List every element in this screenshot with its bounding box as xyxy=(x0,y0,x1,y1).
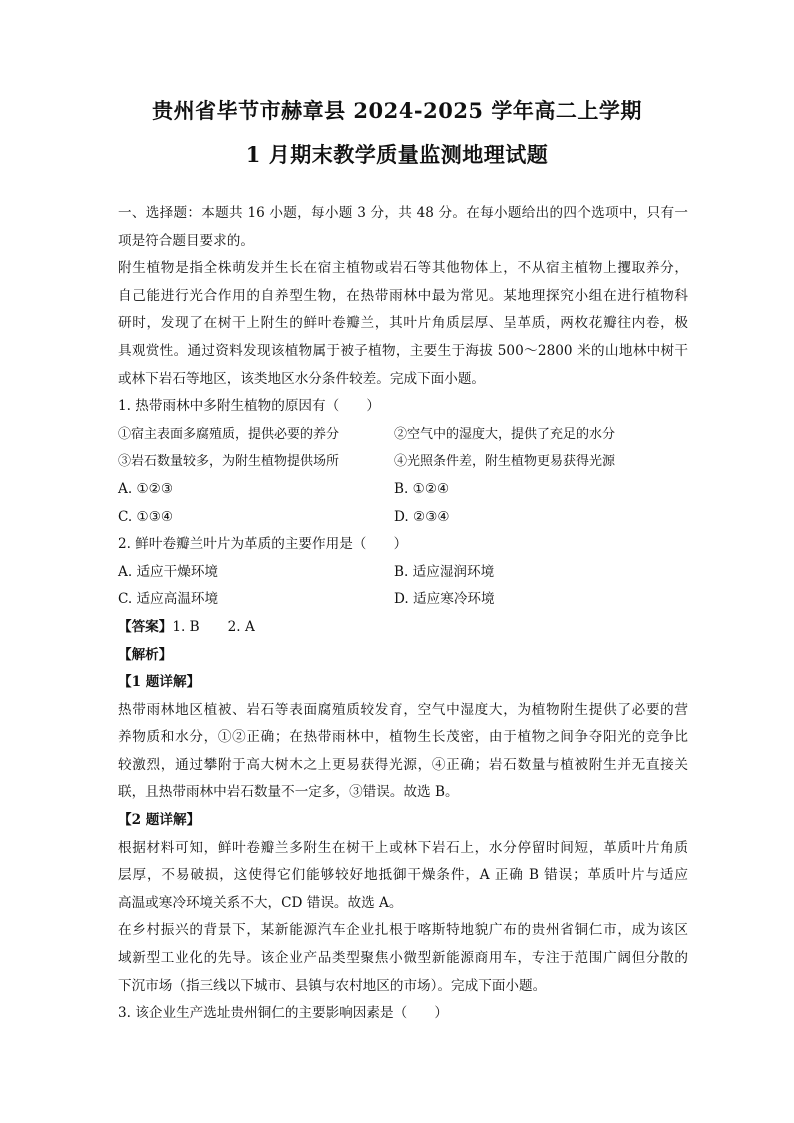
statement-row xyxy=(118,421,688,449)
detail-line: 高温或寒冷环境关系不大，CD 错误。故选 A。 xyxy=(118,894,403,911)
detail-2-body xyxy=(118,835,688,918)
option-c: C. ①③④ xyxy=(118,508,174,525)
detail-line: 较激烈，通过攀附于高大树木之上更易获得光源，④正确；岩石数量与植被附生并无直接关 xyxy=(118,756,688,773)
detail-line: 层厚，不易破损，这使得它们能够较好地抵御干燥条件，A 正确 B 错误；革质叶片与适应 xyxy=(118,867,688,884)
option-a: A. ①②③ xyxy=(118,480,174,497)
statement-row xyxy=(118,448,688,476)
statement-3: ③岩石数量较多，为附生植物提供场所 xyxy=(118,454,340,470)
question-2 xyxy=(118,531,688,614)
passage-line: 域新型工业化的先导。该企业产品类型聚焦小微型新能源商用车，专注于范围广阔但分散的 xyxy=(118,950,688,967)
detail-line: 热带雨林地区植被、岩石等表面腐殖质较发育，空气中湿度大，为植物附生提供了必要的营 xyxy=(118,701,688,718)
answer-line xyxy=(118,614,688,642)
answer-1: 1. B xyxy=(172,618,200,635)
options-row xyxy=(118,586,688,614)
options-row xyxy=(118,504,688,532)
detail-line: 养物质和水分，①②正确；在热带雨林中，植物生长茂密，由于植物之间争夺阳光的竞争比 xyxy=(118,729,688,746)
options-row xyxy=(118,559,688,587)
passage-line: 在乡村振兴的背景下，某新能源汽车企业扎根于喀斯特地貌广布的贵州省铜仁市，成为该区 xyxy=(118,922,688,939)
detail-1-body xyxy=(118,697,688,807)
section-instruction-line-1: 一、选择题：本题共 16 小题，每小题 3 分，共 48 分。在每小题给出的四个选项中，只有一 xyxy=(118,205,688,221)
passage-line: 下沉市场（指三线以下城市、县镇与农村地区的市场）。完成下面小题。 xyxy=(118,977,547,994)
option-a: A. 适应干燥环境 xyxy=(118,563,219,580)
detail-2-label: 【2 题详解】 xyxy=(118,812,201,829)
passage-line: 或林下岩石等地区，该类地区水分条件较差。完成下面小题。 xyxy=(118,370,486,387)
option-c: C. 适应高温环境 xyxy=(118,591,219,608)
page-title-line-1: 贵州省毕节市赫章县 2024-2025 学年高二上学期 xyxy=(152,98,642,123)
detail-line: 根据材料可知，鲜叶卷瓣兰多附生在树干上或林下岩石上，水分停留时间短，革质叶片角质 xyxy=(118,839,688,856)
passage-1 xyxy=(118,255,688,393)
statement-2: ②空气中的湿度大，提供了充足的水分 xyxy=(394,426,616,442)
passage-line: 具观赏性。通过资料发现该植物属于被子植物，主要生于海拔 500～2800 米的山地林中树干 xyxy=(118,342,688,359)
analysis-label: 【解析】 xyxy=(118,646,173,663)
option-d: D. 适应寒冷环境 xyxy=(394,591,495,608)
page-title-line-2: 1 月期末教学质量监测地理试题 xyxy=(245,142,549,167)
detail-1-label: 【1 题详解】 xyxy=(118,674,201,691)
option-b: B. ①②④ xyxy=(394,480,450,497)
statement-1: ①宿主表面多腐殖质，提供必要的养分 xyxy=(118,426,340,442)
option-b: B. 适应湿润环境 xyxy=(394,563,495,580)
answer-2: 2. A xyxy=(227,618,255,635)
question-stem: 1. 热带雨林中多附生植物的原因有（ ） xyxy=(118,398,380,415)
passage-2 xyxy=(118,917,688,1000)
answer-label: 【答案】 xyxy=(118,618,173,635)
question-1 xyxy=(118,393,688,531)
statement-4: ④光照条件差，附生植物更易获得光源 xyxy=(394,454,616,470)
option-d: D. ②③④ xyxy=(394,508,450,525)
section-instruction-line-2: 项是符合题目要求的。 xyxy=(118,232,254,249)
question-3-stem: 3. 该企业生产选址贵州铜仁的主要影响因素是（ ） xyxy=(118,1005,448,1022)
detail-line: 联，且热带雨林中岩石数量不一定多，③错误。故选 B。 xyxy=(118,784,459,801)
question-stem: 2. 鲜叶卷瓣兰叶片为革质的主要作用是（ ） xyxy=(118,536,408,553)
options-row xyxy=(118,476,688,504)
document-body xyxy=(118,200,688,1028)
passage-line: 附生植物是指全株萌发并生长在宿主植物或岩石等其他物体上，不从宿主植物上攫取养分， xyxy=(118,260,688,277)
passage-line: 自己能进行光合作用的自养型生物，在热带雨林中最为常见。某地理探究小组在进行植物科 xyxy=(118,287,688,304)
passage-line: 研时，发现了在树干上附生的鲜叶卷瓣兰，其叶片角质层厚、呈革质，两枚花瓣往内卷，极 xyxy=(118,315,688,332)
